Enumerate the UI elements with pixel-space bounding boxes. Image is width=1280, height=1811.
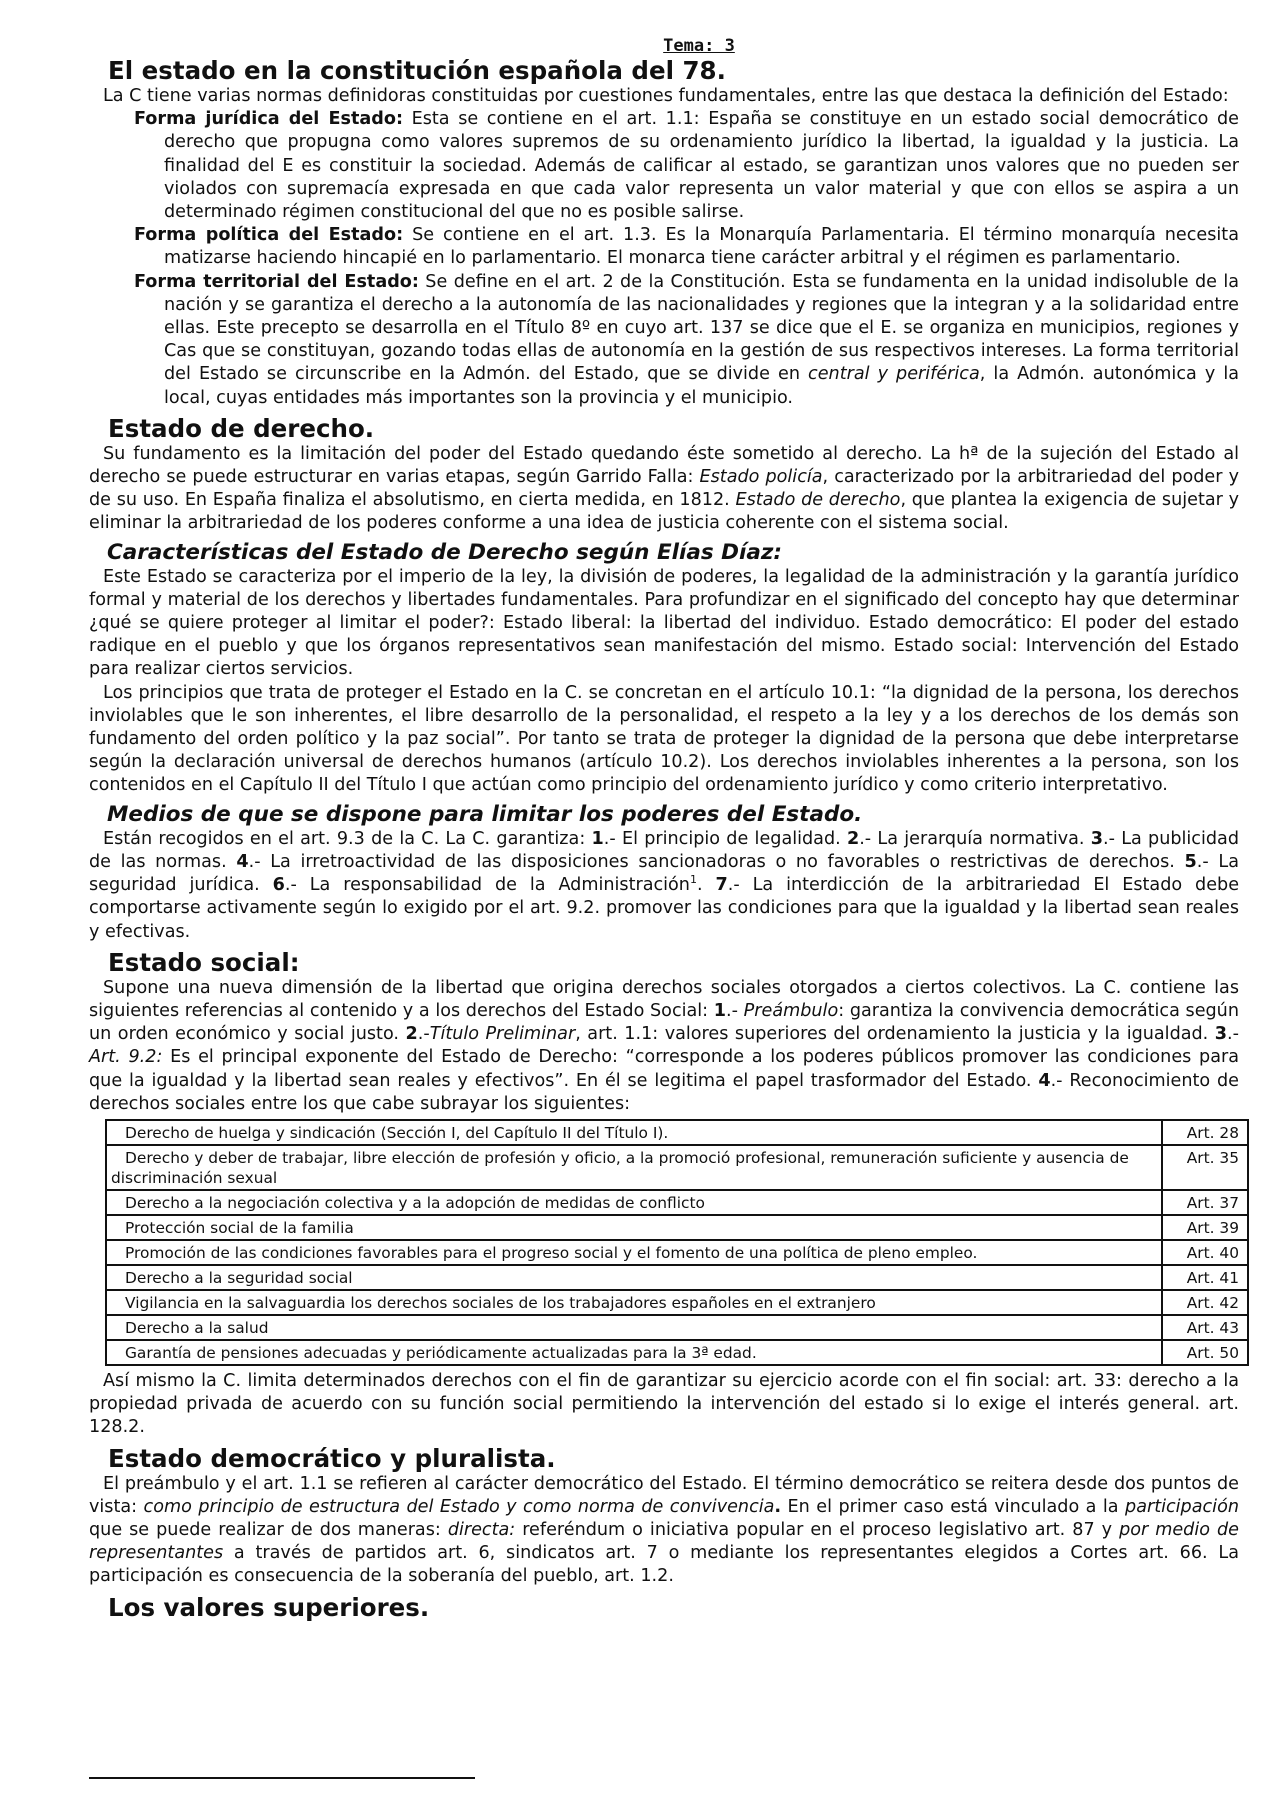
table-row — [106, 1120, 1248, 1145]
table-row — [106, 1145, 1248, 1190]
text-run: 2 — [846, 828, 860, 849]
caracteristicas-paragraph-1 — [89, 566, 1239, 682]
text-run: Preámbulo — [743, 1000, 839, 1021]
text-run: Así mismo la C. limita determinados derechos con el fin de garantizar su ejercicio acorde con el fin social: art. 33: derecho a la propiedad privada de acuerdo con su función social permitiendo la intervención del estado si lo exige el interés general. art. 128.2. — [89, 1370, 1239, 1438]
text-run: Su fundamento es la limitación del poder del Estado quedando éste sometido al derecho. La hª de la sujeción del Estado al derecho se puede estructurar en varias etapas, según Garrido Falla: — [89, 443, 1239, 488]
text-run: .- La seguridad jurídica. — [89, 851, 1239, 896]
right-description-cell: Derecho a la seguridad social — [106, 1265, 1162, 1290]
text-run: Se define en el art. 2 de la Constitución. Esta se fundamenta en la unidad indisoluble de la nación y se garantiza el derecho a la autonomía de las nacionalidades y regiones que la integran y a la solidaridad entre ellas. Este precepto se desarrolla en el Título 8º en cuyo art. 137 se dice que el E. se organiza en municipios, regiones y Cas que se constituyan, gozando todas ellas de autonomía en la gestión de sus respectivos intereses. La forma territorial del Estado se circunscribe en la Admón. del Estado, que se divide en — [164, 271, 1239, 385]
text-run: .- La publicidad de las normas. — [89, 828, 1239, 872]
text-run: 3 — [1214, 1024, 1228, 1045]
table-row — [106, 1240, 1248, 1265]
right-description-cell: Derecho de huelga y sindicación (Sección I, del Capítulo II del Título I). — [106, 1120, 1162, 1145]
text-run: Forma política del Estado: — [134, 225, 404, 246]
text-run: , caracterizado por la arbitrariedad del poder y de su uso. En España finaliza el absolutismo, en cierta medida, en 1812. — [89, 467, 1239, 511]
caracteristicas-heading: Características del Estado de Derecho según Elías Díaz: — [107, 539, 782, 565]
text-run: 1 — [591, 828, 604, 849]
text-run: Forma jurídica del Estado: — [134, 109, 403, 130]
right-description-cell: Derecho a la negociación colectiva y a la adopción de medidas de conflicto — [106, 1190, 1162, 1215]
estado-social-heading: Estado social: — [108, 947, 300, 977]
text-run: Art. 9.2: — [89, 1047, 163, 1068]
text-run: 2 — [405, 1024, 418, 1045]
article-reference-cell: Art. 37 — [1162, 1190, 1248, 1215]
text-run: .- — [726, 1000, 744, 1021]
text-run: . — [696, 875, 716, 896]
estado-social-paragraph — [89, 977, 1239, 1116]
article-reference-cell: Art. 41 — [1162, 1265, 1248, 1290]
right-description-cell: Garantía de pensiones adecuadas y periódicamente actualizadas para la 3ª edad. — [106, 1340, 1162, 1365]
text-run: .- El principio de legalidad. — [603, 828, 847, 849]
text-run: 7 — [715, 875, 728, 896]
right-description-cell: Derecho y deber de trabajar, libre elección de profesión y oficio, a la promoció profesional, remuneración suficiente y ausencia de discriminación sexual — [106, 1145, 1162, 1190]
table-row — [106, 1340, 1248, 1365]
forma-territorial-paragraph — [89, 271, 1239, 410]
text-run: El preámbulo y el art. 1.1 se refieren al carácter democrático del Estado. El término democrático se reitera desde dos puntos de vista: — [89, 1473, 1239, 1517]
right-description-cell: Protección social de la familia — [106, 1215, 1162, 1240]
document-body — [89, 36, 1239, 1622]
text-run: .- La interdicción de la arbitrariedad El Estado debe comportarse activamente según lo exigido por el art. 9.2. promover las condiciones para que la igualdad y la libertad sean reales y efectivas. — [89, 875, 1240, 942]
text-run: .- Reconocimiento de derechos sociales entre los que cabe subrayar los siguientes: — [89, 1070, 1239, 1114]
article-reference-cell: Art. 35 — [1162, 1145, 1248, 1190]
text-run: : garantiza la convivencia democrática según un orden económico y social justo. — [89, 1000, 1239, 1045]
footnote-separator — [89, 1777, 475, 1779]
table-row — [106, 1290, 1248, 1315]
text-run: La C tiene varias normas definidoras constituidas por cuestiones fundamentales, entre las que destaca la definición del Estado: — [103, 86, 1229, 106]
table-row — [106, 1315, 1248, 1340]
article-reference-cell: Art. 50 — [1162, 1340, 1248, 1365]
text-run: .- — [417, 1024, 430, 1045]
caracteristicas-paragraph-2 — [89, 682, 1239, 798]
right-description-cell: Vigilancia en la salvaguardia los derechos sociales de los trabajadores españoles en el extranjero — [106, 1290, 1162, 1315]
text-run: Es el principal exponente del Estado de Derecho: “corresponde a los poderes públicos promover las condiciones para que la igualdad y la libertad sean reales y efectivos”. En él se legitima el papel trasformador del Estado. — [89, 1047, 1239, 1091]
text-run: .- — [1227, 1024, 1239, 1045]
article-reference-cell: Art. 28 — [1162, 1120, 1248, 1145]
article-reference-cell: Art. 43 — [1162, 1315, 1248, 1340]
estado-derecho-paragraph — [89, 443, 1239, 536]
text-run: 1 — [713, 1000, 727, 1021]
forma-politica-paragraph — [89, 224, 1239, 270]
text-run: por medio de representantes — [89, 1519, 1239, 1564]
medios-paragraph — [89, 828, 1239, 944]
table-row — [106, 1190, 1248, 1215]
article-reference-cell: Art. 42 — [1162, 1290, 1248, 1315]
topic-label: Tema: 3 — [663, 36, 735, 56]
text-run: que se puede realizar de dos maneras: — [89, 1519, 448, 1540]
text-run: , que plantea la exigencia de sujetar y eliminar la arbitrariedad de los poderes conforme a una idea de justicia coherente con el sistema social. — [89, 490, 1239, 534]
text-run: .- La jerarquía normativa. — [859, 828, 1091, 849]
text-run: , art. 1.1: valores superiores del ordenamiento la justicia y la igualdad. — [575, 1024, 1215, 1045]
estado-democratico-paragraph — [89, 1473, 1239, 1589]
table-row — [106, 1265, 1248, 1290]
article-reference-cell: Art. 39 — [1162, 1215, 1248, 1240]
text-run: Título Preliminar — [429, 1024, 576, 1045]
text-run: Estado de derecho — [735, 490, 901, 511]
text-run: 3 — [1090, 828, 1103, 849]
text-run: Los principios que trata de proteger el Estado en la C. se concretan en el artículo 10.1: “la dignidad de la persona, los derechos inviolables que le son inherentes, el libre desarrollo de la personalidad, el respeto a la ley y a los derechos de los demás son fundamento del orden político y la paz social”. Por tanto se trata de proteger la dignidad de la persona que debe interpretarse según la declaración universal de derechos humanos (artículo 10.2). Los derechos inviolables inherentes a la persona, son los contenidos en el Capítulo II del Título I que actúan como principio del ordenamiento jurídico y como criterio interpretativo. — [89, 682, 1239, 796]
text-run: Están recogidos en el art. 9.3 de la C. La C. garantiza: — [103, 828, 592, 849]
text-run: Forma territorial del Estado: — [134, 271, 419, 292]
text-run: .- La irretroactividad de las disposiciones sancionadoras o no favorables o restrictivas de derechos. — [248, 851, 1185, 872]
text-run: Estado policía — [699, 467, 823, 488]
intro-paragraph — [89, 85, 1239, 108]
text-run: Se contiene en el art. 1.3. Es la Monarquía Parlamentaria. El término monarquía necesita matizarse haciendo hincapié en lo parlamentario. El monarca tiene carácter arbitral y el régimen es parlamentario. — [164, 225, 1239, 269]
text-run: 4 — [1038, 1070, 1051, 1091]
estado-derecho-heading: Estado de derecho. — [108, 413, 375, 443]
estado-democratico-heading: Estado democrático y pluralista. — [108, 1443, 556, 1473]
text-run: .- La responsabilidad de la Administración — [284, 875, 690, 896]
forma-juridica-paragraph — [89, 108, 1239, 224]
text-run: central y periférica — [808, 364, 980, 385]
medios-heading: Medios de que se dispone para limitar los poderes del Estado. — [107, 801, 863, 827]
text-run: 5 — [1184, 851, 1197, 872]
right-description-cell: Promoción de las condiciones favorables para el progreso social y el fomento de una política de pleno empleo. — [106, 1240, 1162, 1265]
text-run: En el primer caso está vinculado a la — [781, 1496, 1126, 1517]
text-run: Supone una nueva dimensión de la libertad que origina derechos sociales otorgados a ciertos colectivos. La C. contiene las siguientes referencias al contenido y a los derechos del Estado Social: — [89, 977, 1239, 1021]
text-run: participación — [1125, 1496, 1239, 1517]
text-run: referéndum o iniciativa popular en el proceso legislativo art. 87 y — [515, 1519, 1120, 1540]
text-run: como principio de estructura del Estado y como norma de convivencia — [143, 1496, 775, 1517]
text-run: a través de partidos art. 6, sindicatos art. 7 o mediante los representantes elegidos a Cortes art. 66. La participación es consecuencia de la soberanía del pueblo, art. 1.2. — [89, 1543, 1239, 1587]
text-run: directa: — [447, 1519, 516, 1540]
text-run: , la Admón. autonómica y la local, cuyas entidades más importantes son la provincia y el municipio. — [164, 364, 1239, 408]
text-run: Este Estado se caracteriza por el imperio de la ley, la división de poderes, la legalidad de la administración y la garantía jurídico formal y material de los derechos y libertades fundamentales. Para profundizar en el significado del concepto hay que determinar ¿qué se quiere proteger al limitar el poder?: Estado liberal: la libertad del individuo. Estado democrático: El poder del estado radique en el pueblo y que los órganos representativos sean manifestación del mismo. Estado social: Intervención del Estado para realizar ciertos servicios. — [89, 566, 1239, 680]
text-run: 4 — [236, 851, 249, 872]
table-row — [106, 1215, 1248, 1240]
article-reference-cell: Art. 40 — [1162, 1240, 1248, 1265]
text-run: Esta se contiene en el art. 1.1: España se constituye en un estado social democrático de derecho que propugna como valores supremos de su ordenamiento jurídico la libertad, la igualdad y la justicia. La finalidad del E es constituir la sociedad. Además de calificar al estado, se garantizan unos valores que no pueden ser violados con supremacía expresada en que cada valor representa un valor material y que con ellos se aspira a un determinado régimen constitucional del que no es posible salirse. — [164, 109, 1239, 223]
document-title: El estado en la constitución española del 78. — [108, 56, 726, 85]
footnote-marker: 1 — [689, 873, 697, 887]
after-table-paragraph — [89, 1370, 1239, 1440]
valores-superiores-heading: Los valores superiores. — [108, 1592, 430, 1622]
right-description-cell: Derecho a la salud — [106, 1315, 1162, 1340]
text-run: . — [774, 1496, 782, 1517]
text-run: 6 — [272, 875, 285, 896]
social-rights-table — [105, 1119, 1249, 1366]
